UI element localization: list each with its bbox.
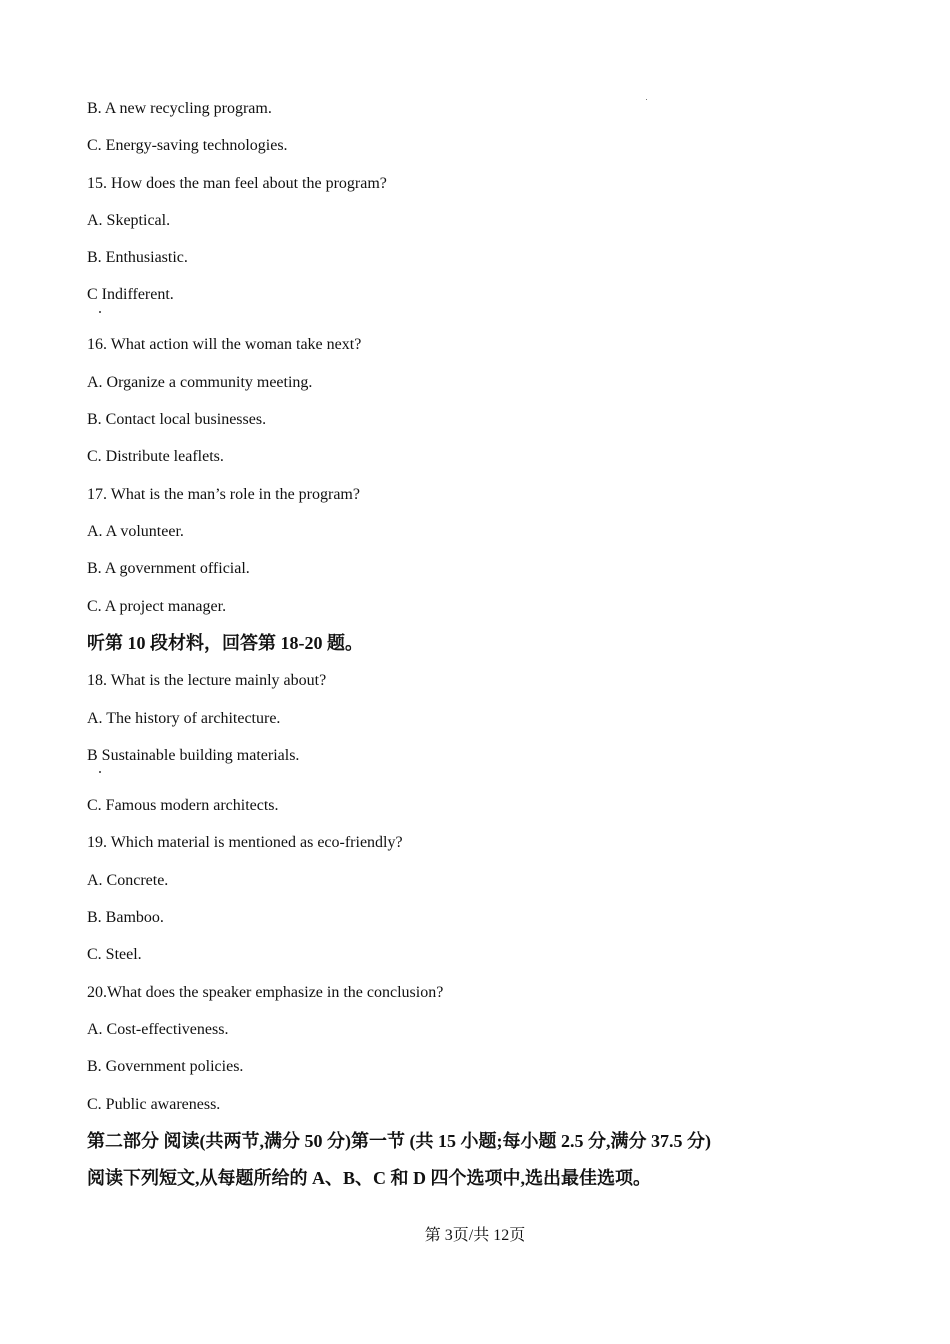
option-20a: A. Cost-effectiveness. xyxy=(87,1021,229,1038)
option-17b: B. A government official. xyxy=(87,560,250,577)
question-16: 16. What action will the woman take next? xyxy=(87,336,362,353)
option-16b: B. Contact local businesses. xyxy=(87,411,267,428)
option-17a: A. A volunteer. xyxy=(87,523,184,540)
reading-instructions: 阅读下列短文,从每题所给的 A、B、C 和 D 四个选项中,选出最佳选项。 xyxy=(87,1168,651,1188)
option-dot xyxy=(99,311,101,313)
option-16c: C. Distribute leaflets. xyxy=(87,448,224,465)
option-19c: C. Steel. xyxy=(87,946,142,963)
option-20b: B. Government policies. xyxy=(87,1058,244,1075)
section-heading-10: 听第 10 段材料，回答第 18-20 题。 xyxy=(87,633,363,653)
corner-mark xyxy=(646,99,647,100)
option-15b: B. Enthusiastic. xyxy=(87,249,188,266)
option-19a: A. Concrete. xyxy=(87,872,169,889)
option-20c: C. Public awareness. xyxy=(87,1096,221,1113)
option-15a: A. Skeptical. xyxy=(87,212,171,229)
option-dot xyxy=(99,771,101,773)
page-footer: 第 3页/共 12页 xyxy=(424,1227,526,1244)
option-19b: B. Bamboo. xyxy=(87,909,164,926)
part-two-heading: 第二部分 阅读(共两节,满分 50 分)第一节 (共 15 小题;每小题 2.5 分,满分 37.5 分) xyxy=(87,1131,711,1151)
option-18c: C. Famous modern architects. xyxy=(87,797,279,814)
question-17: 17. What is the man’s role in the program? xyxy=(87,486,360,503)
option-14c: C. Energy-saving technologies. xyxy=(87,137,288,154)
option-14b: B. A new recycling program. xyxy=(87,100,272,117)
option-17c: C. A project manager. xyxy=(87,598,227,615)
option-18b: B Sustainable building materials. xyxy=(87,747,300,764)
option-18a: A. The history of architecture. xyxy=(87,710,281,727)
option-16a: A. Organize a community meeting. xyxy=(87,374,313,391)
option-15c: C Indifferent. xyxy=(87,286,174,303)
question-20: 20.What does the speaker emphasize in the conclusion? xyxy=(87,984,444,1001)
question-15: 15. How does the man feel about the program? xyxy=(87,175,387,192)
question-18: 18. What is the lecture mainly about? xyxy=(87,672,327,689)
question-19: 19. Which material is mentioned as eco-friendly? xyxy=(87,834,403,851)
